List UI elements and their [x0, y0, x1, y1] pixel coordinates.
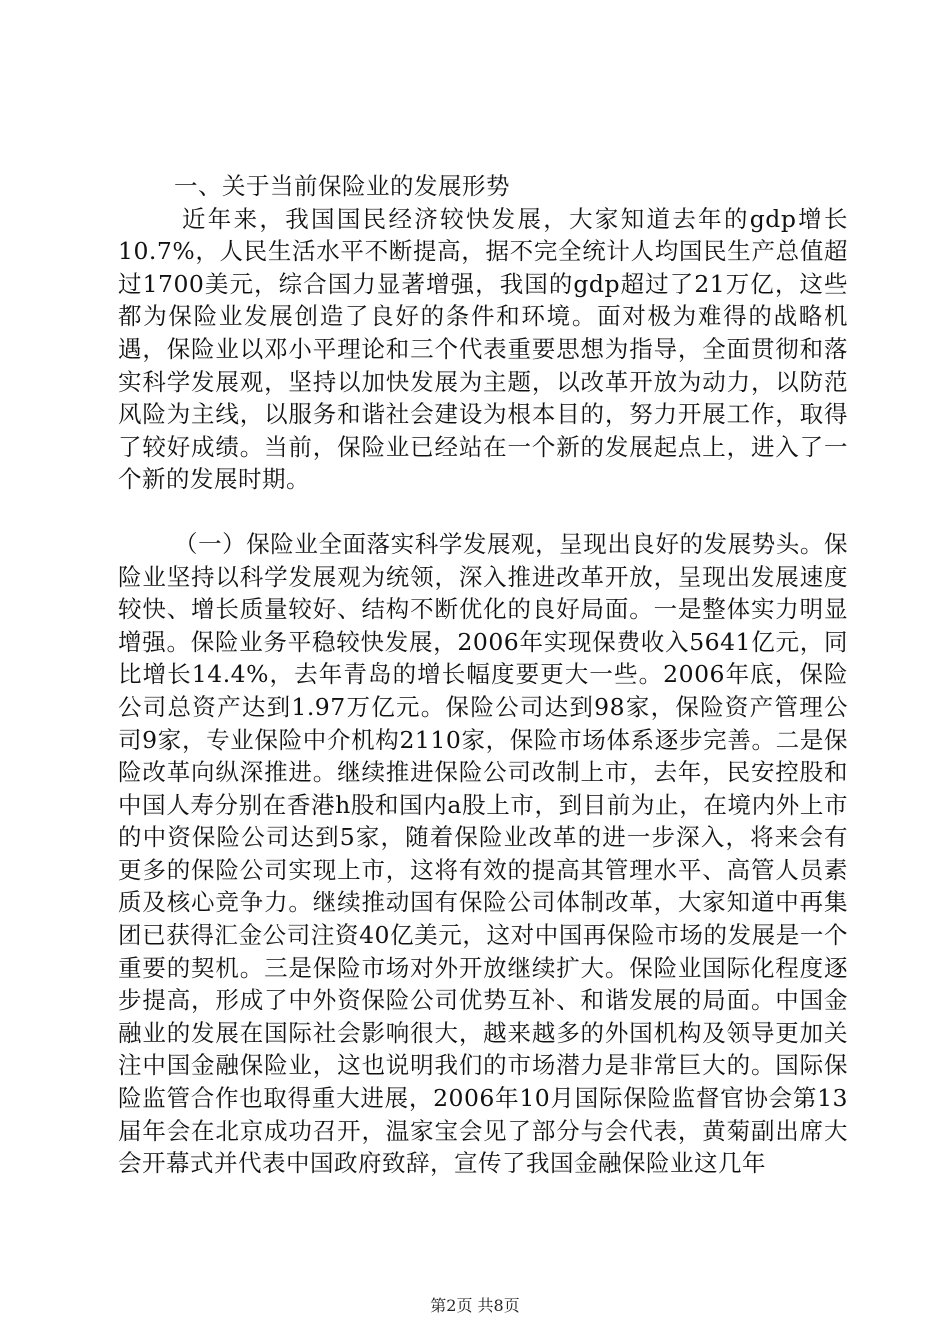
paragraph-scientific-development: （一）保险业全面落实科学发展观，呈现出良好的发展势头。保险业坚持以科学发展观为统领，深入推进改革开放，呈现出发展速度较快、增长质量较好、结构不断优化的良好局面。一是整体实力明显增强。保险业务平稳较快发展，2006年实现保费收入5641亿元，同比增长14.4%，去年青岛的增长幅度要更大一些。2006年底，保险公司总资产达到1.97万亿元。保险公司达到98家，保险资产管理公司9家，专业保险中介机构2110家，保险市场体系逐步完善。二是保险改革向纵深推进。继续推进保险公司改制上市，去年，民安控股和中国人寿分别在香港h股和国内a股上市，到目前为止，在境内外上市的中资保险公司达到5家，随着保险业改革的进一步深入，将来会有更多的保险公司实现上市，这将有效的提高其管理水平、高管人员素质及核心竞争力。继续推动国有保险公司体制改革，大家知道中再集团已获得汇金公司注资40亿美元，这对中国再保险市场的发展是一个重要的契机。三是保险市场对外开放继续扩大。保险业国际化程度逐步提高，形成了中外资保险公司优势互补、和谐发展的局面。中国金融业的发展在国际社会影响很大，越来越多的外国机构及领导更加关注中国金融保险业，这也说明我们的市场潜力是非常巨大的。国际保险监管合作也取得重大进展，2006年10月国际保险监督官协会第13届年会在北京成功召开，温家宝会见了部分与会代表，黄菊副出席大会开幕式并代表中国政府致辞，宣传了我国金融保险业这几年 — [118, 529, 848, 1178]
document-body — [118, 170, 848, 1180]
paragraph-development-overview: 近年来，我国国民经济较快发展，大家知道去年的gdp增长10.7%，人民生活水平不断提高，据不完全统计人均国民生产总值超过1700美元，综合国力显著增强，我国的gdp超过了21万亿，这些都为保险业发展创造了良好的条件和环境。面对极为难得的战略机遇，保险业以邓小平理论和三个代表重要思想为指导，全面贯彻和落实科学发展观，坚持以加快发展为主题，以改革开放为动力，以防范风险为主线，以服务和谐社会建设为根本目的，努力开展工作，取得了较好成绩。当前，保险业已经站在一个新的发展起点上，进入了一个新的发展时期。 — [118, 204, 848, 494]
section-heading: 一、关于当前保险业的发展形势 — [174, 172, 510, 200]
page-number-footer: 第2页 共8页 — [430, 1296, 520, 1315]
